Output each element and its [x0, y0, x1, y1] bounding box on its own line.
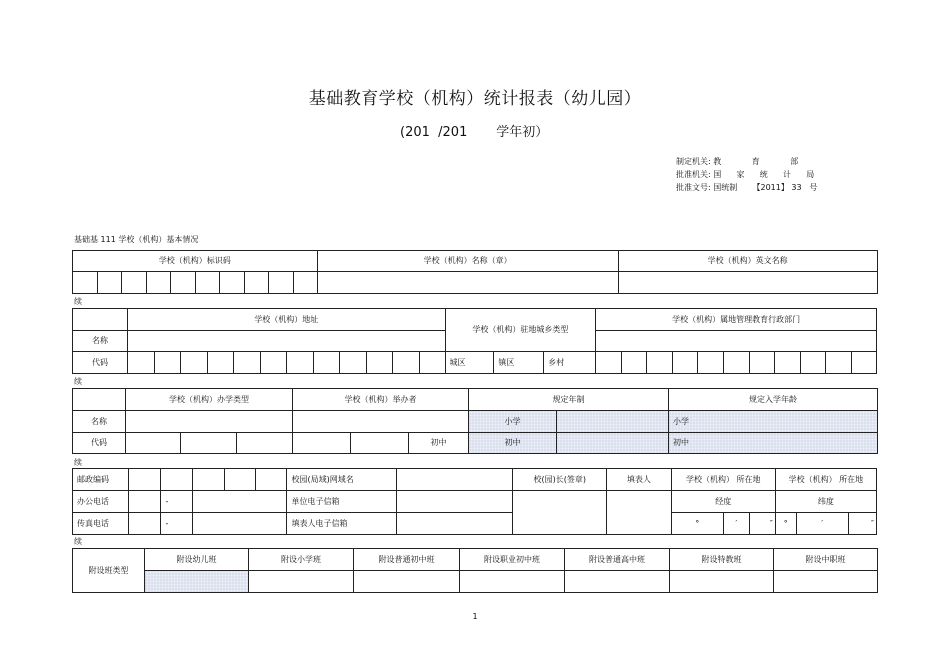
school-type-code-cell[interactable] [181, 433, 237, 454]
issuer-line-1 [676, 156, 798, 167]
header-urban-rural-type: 学校（机构）驻地城乡类型 [445, 309, 596, 352]
option-village[interactable]: 乡村 [544, 352, 596, 374]
label-fax: 传真电话 [73, 513, 129, 535]
row-label-name: 名称 [73, 411, 126, 433]
postcode-digit-cell[interactable] [256, 469, 287, 491]
code-digit-cell[interactable] [698, 352, 724, 374]
english-name-input[interactable] [618, 272, 877, 294]
page-title: 基础教育学校（机构）统计报表（幼儿园） [308, 89, 642, 109]
header-identifier-code: 学校（机构）标识码 [73, 251, 318, 272]
code-digit-cell[interactable] [621, 352, 647, 374]
table-address [72, 308, 877, 374]
code-digit-cell[interactable] [207, 352, 234, 374]
label-location-latitude-header: 学校（机构） 所在地 [775, 469, 876, 491]
attached-senior-general-input[interactable] [565, 571, 670, 593]
header-sponsor: 学校（机构）举办者 [293, 389, 469, 411]
label-longitude: 经度 [671, 491, 775, 513]
header-english-name: 学校（机构）英文名称 [618, 251, 877, 272]
header-attached-senior-general: 附设普通高中班 [565, 549, 670, 571]
code-digit-cell[interactable] [234, 352, 261, 374]
issuer-value: 国统制 【2011】 33 号 [713, 183, 818, 192]
fax-area-code-input[interactable] [129, 513, 161, 535]
address-name-input[interactable] [128, 331, 445, 352]
header-duration: 规定年制 [469, 389, 669, 411]
school-type-code-cell[interactable] [237, 433, 293, 454]
code-digit-cell[interactable] [393, 352, 420, 374]
phone-number-input[interactable] [192, 491, 287, 513]
continued-label: 续 [74, 458, 82, 467]
table-label: 基础基 111 学校（机构）基本情况 [74, 235, 199, 244]
header-attached-secondary-vocational: 附设中职班 [774, 549, 878, 571]
duration-primary-input[interactable] [557, 411, 669, 433]
code-digit-cell[interactable] [171, 272, 196, 294]
attached-junior-vocational-input[interactable] [460, 571, 565, 593]
sponsor-junior-label: 初中 [409, 433, 469, 454]
code-digit-cell[interactable] [73, 272, 98, 294]
label-filler: 填表人 [607, 469, 672, 491]
sponsor-code-cell[interactable] [293, 433, 351, 454]
filler-input[interactable] [607, 491, 672, 535]
header-address: 学校（机构）地址 [128, 309, 445, 331]
admin-dept-name-input[interactable] [596, 331, 877, 352]
issuer-value: 国 家 统 计 局 [713, 170, 815, 179]
option-city[interactable]: 城区 [445, 352, 494, 374]
header-attached-special-ed: 附设特教班 [670, 549, 774, 571]
code-digit-cell[interactable] [122, 272, 147, 294]
header-attached-kindergarten: 附设幼儿班 [145, 549, 249, 571]
postcode-digit-cell[interactable] [192, 469, 224, 491]
continued-label: 续 [74, 297, 82, 306]
website-input[interactable] [396, 469, 513, 491]
code-digit-cell[interactable] [244, 272, 269, 294]
table-school-type [72, 388, 878, 454]
attached-secondary-vocational-input[interactable] [774, 571, 878, 593]
label-website: 校园(局域)网域名 [287, 469, 396, 491]
postcode-digit-cell[interactable] [129, 469, 161, 491]
code-digit-cell[interactable] [146, 272, 171, 294]
school-type-code-cell[interactable] [126, 433, 181, 454]
continued-label: 续 [74, 537, 82, 546]
duration-junior-input[interactable] [557, 433, 669, 454]
blank-corner [73, 309, 128, 331]
unit-email-input[interactable] [396, 491, 513, 513]
attached-special-ed-input[interactable] [670, 571, 774, 593]
school-type-name-input[interactable] [126, 411, 293, 433]
longitude-minute-input[interactable]: ′ [723, 513, 749, 535]
fax-number-input[interactable] [192, 513, 287, 535]
code-digit-cell[interactable] [647, 352, 673, 374]
label-latitude: 纬度 [775, 491, 876, 513]
sponsor-name-input[interactable] [293, 411, 469, 433]
postcode-digit-cell[interactable] [224, 469, 255, 491]
table-identifier-name [72, 250, 878, 294]
issuer-label: 制定机关: [676, 157, 711, 166]
code-digit-cell[interactable] [181, 352, 208, 374]
code-digit-cell[interactable] [340, 352, 367, 374]
code-digit-cell[interactable] [672, 352, 698, 374]
label-filler-email: 填表人电子信箱 [287, 513, 396, 535]
code-digit-cell[interactable] [723, 352, 749, 374]
code-digit-cell[interactable] [366, 352, 393, 374]
code-digit-cell[interactable] [260, 352, 287, 374]
label-attached-class-type: 附设班类型 [73, 549, 145, 593]
table-contact [72, 468, 877, 535]
header-attached-junior-vocational: 附设职业初中班 [460, 549, 565, 571]
code-digit-cell[interactable] [419, 352, 445, 374]
latitude-second-input[interactable]: ″ [848, 513, 876, 535]
latitude-degree-input[interactable]: ° [775, 513, 796, 535]
longitude-second-input[interactable]: ″ [749, 513, 775, 535]
label-unit-email: 单位电子信箱 [287, 491, 396, 513]
code-digit-cell[interactable] [97, 272, 122, 294]
issuer-label: 批准文号: [676, 183, 711, 192]
issuer-label: 批准机关: [676, 170, 711, 179]
header-attached-primary: 附设小学班 [249, 549, 354, 571]
issuer-line-2 [676, 169, 814, 180]
code-digit-cell[interactable] [154, 352, 181, 374]
school-name-input[interactable] [317, 272, 618, 294]
header-attached-junior-general: 附设普通初中班 [354, 549, 460, 571]
fax-dash: - [161, 513, 192, 535]
blank-corner [73, 389, 126, 411]
sponsor-code-cell[interactable] [351, 433, 409, 454]
label-principal: 校(园)长(签章) [513, 469, 607, 491]
duration-junior-label: 初中 [469, 433, 557, 454]
label-postcode: 邮政编码 [73, 469, 129, 491]
row-label-name: 名称 [73, 331, 128, 352]
code-digit-cell[interactable] [128, 352, 155, 374]
code-digit-cell[interactable] [313, 352, 340, 374]
code-digit-cell[interactable] [220, 272, 245, 294]
code-digit-cell[interactable] [287, 352, 314, 374]
phone-area-code-input[interactable] [129, 491, 161, 513]
age-junior-label: 初中 [669, 433, 878, 454]
issuer-value: 教 育 部 [713, 157, 799, 166]
code-digit-cell[interactable] [596, 352, 622, 374]
code-digit-cell[interactable] [851, 352, 876, 374]
option-town[interactable]: 镇区 [494, 352, 544, 374]
code-digit-cell[interactable] [775, 352, 801, 374]
row-label-code: 代码 [73, 433, 126, 454]
attached-kindergarten-input[interactable] [145, 571, 249, 593]
principal-signature-input[interactable] [513, 491, 607, 535]
code-digit-cell[interactable] [800, 352, 826, 374]
label-location-longitude-header: 学校（机构） 所在地 [671, 469, 775, 491]
header-school-type: 学校（机构）办学类型 [126, 389, 293, 411]
duration-primary-label: 小学 [469, 411, 557, 433]
code-digit-cell[interactable] [826, 352, 852, 374]
age-primary-label: 小学 [669, 411, 878, 433]
attached-primary-input[interactable] [249, 571, 354, 593]
row-label-code: 代码 [73, 352, 128, 374]
longitude-degree-input[interactable]: ° [671, 513, 723, 535]
code-digit-cell[interactable] [749, 352, 775, 374]
code-digit-cell[interactable] [293, 272, 317, 294]
postcode-digit-cell[interactable] [161, 469, 192, 491]
phone-dash: - [161, 491, 192, 513]
header-admission-age: 规定入学年龄 [669, 389, 878, 411]
code-digit-cell[interactable] [269, 272, 294, 294]
table-attached-classes [72, 548, 878, 593]
page-number: 1 [472, 612, 478, 621]
latitude-minute-input[interactable]: ′ [796, 513, 848, 535]
header-school-name: 学校（机构）名称（章） [317, 251, 618, 272]
issuer-line-3 [676, 182, 817, 193]
school-year-subtitle: (201 /201 学年初） [400, 125, 549, 140]
header-admin-dept: 学校（机构）属地管理教育行政部门 [596, 309, 877, 331]
label-office-phone: 办公电话 [73, 491, 129, 513]
filler-email-input[interactable] [396, 513, 513, 535]
continued-label: 续 [74, 377, 82, 386]
code-digit-cell[interactable] [195, 272, 220, 294]
attached-junior-general-input[interactable] [354, 571, 460, 593]
